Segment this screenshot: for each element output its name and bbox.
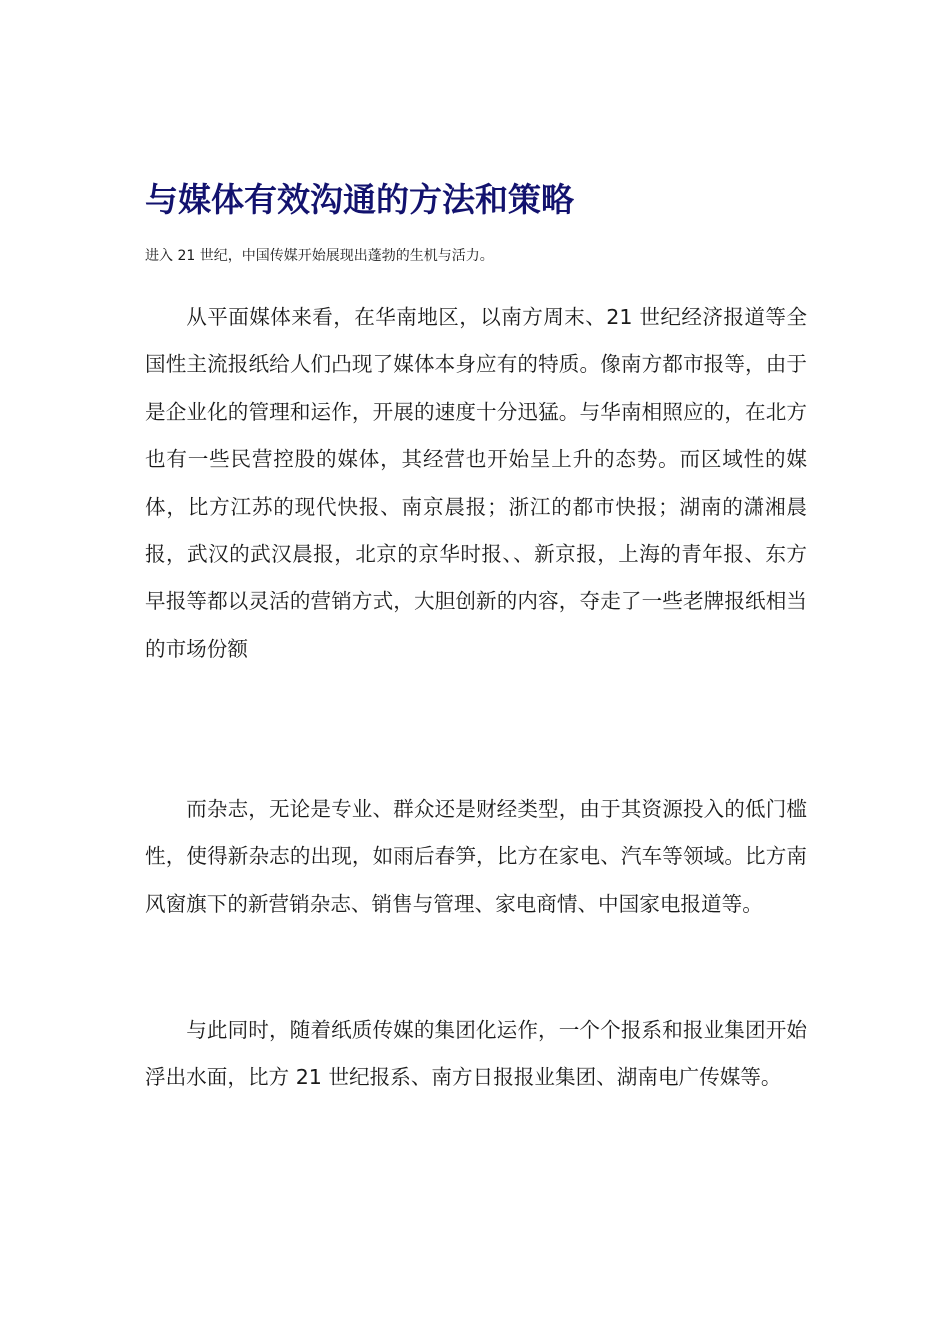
paragraph-media-groups: 与此同时，随着纸质传媒的集团化运作，一个个报系和报业集团开始浮出水面，比方 21 世纪报系、南方日报报业集团、湖南电广传媒等。	[145, 1018, 807, 1090]
paragraph-magazines: 而杂志，无论是专业、群众还是财经类型，由于其资源投入的低门槛性，使得新杂志的出现，如雨后春笋，比方在家电、汽车等领域。比方南风窗旗下的新营销杂志、销售与管理、家电商情、中国家电报道等。	[145, 797, 807, 916]
document-subtitle: 进入 21 世纪，中国传媒开始展现出蓬勃的生机与活力。	[145, 248, 494, 264]
document-title: 与媒体有效沟通的方法和策略	[145, 180, 574, 219]
paragraph-print-media: 从平面媒体来看，在华南地区，以南方周末、21 世纪经济报道等全国性主流报纸给人们凸现了媒体本身应有的特质。像南方都市报等，由于是企业化的管理和运作，开展的速度十分迅猛。与华南相照应的，在北方也有一些民营控股的媒体，其经营也开始呈上升的态势。而区域性的媒体，比方江苏的现代快报、南京晨报；浙江的都市快报；湖南的潇湘晨报，武汉的武汉晨报，北京的京华时报、、新京报，上海的青年报、东方早报等都以灵活的营销方式，大胆创新的内容，夺走了一些老牌报纸相当的市场份额	[145, 305, 807, 661]
